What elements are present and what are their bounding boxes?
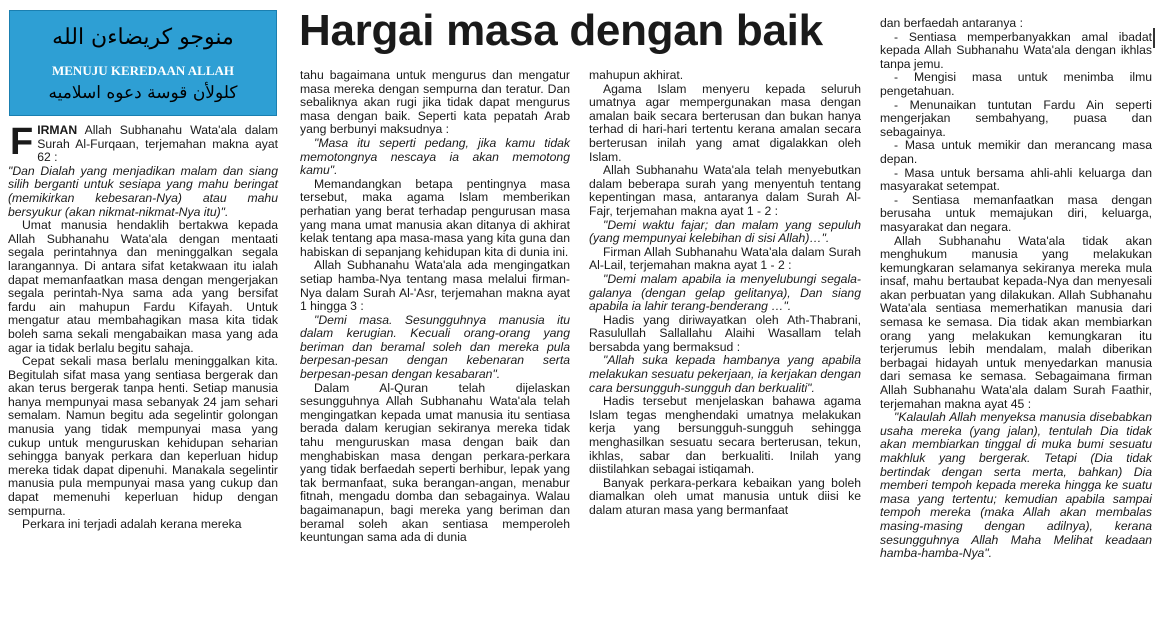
body-paragraph: Banyak perkara-perkara kebaikan yang boleh diamalkan oleh umat manusia untuk diisi ke dalam aturan masa yang bermanfaat — [589, 475, 861, 517]
body-paragraph: Cepat sekali masa berlalu meninggalkan kita. Begitulah sifat masa yang sentiasa bergerak dan akan terus bergerak tanpa henti. Setiap manusia hanya mempunyai masa sebanyak 24 jam sehari semalam. Namun begitu ada segelintir golongan manusia yang tidak mempunyai masa yang cukup untuk menguruskan kehidupan seharian sehingga banyak perkara dan keperluan hidup mereka tidak dapat dipenuhi. Manakala segelintir manusia pula mempunyai masa yang cukup dan dapat memenuhi keperluan hidup dengan sempurna. — [8, 354, 278, 518]
quote-paragraph: "Kalaulah Allah menyeksa manusia disebabkan usaha mereka (yang jalan), tentulah Dia tidak akan membiarkan tinggal di muka bumi sesuatu makhluk yang bergerak. Tetapi (Dia tidak bertindak dengan serta merta, bahkan) Dia memberi tempoh kepada mereka hingga ke suatu masa yang tertentu; kemudian apabila sampai tempoh mereka (maka Allah akan membalas masing-masing dengan adilnya), kerana sesungguhnya Allah Maha Melihat keadaan hamba-hamba-Nya". — [880, 410, 1152, 561]
body-paragraph: Allah Subhanahu Wata'ala telah menyebutkan dalam beberapa surah yang menyentuh tentang kepentingan masa, antaranya dalam Surah Al-Fajr, terjemahan makna ayat 1 - 2 : — [589, 163, 861, 218]
article-headline: Hargai masa dengan baik — [299, 6, 823, 55]
body-paragraph: Dalam Al-Quran telah dijelaskan sesungguhnya Allah Subhanahu Wata'ala telah mengingatkan kepada umat manusia itu sentiasa berada dalam kerugian sekiranya mereka tidak tahu menguruskan masa dengan baik dan menghabiskan masa dengan perkara-perkara yang tidak berfaedah seperti berhibur, lepak yang tak bermanfaat, suka berangan-angan, menabur fitnah, mengadu domba dan sebagainya. Walau bagaimanapun, bagi mereka yang beriman dan beramal soleh akan sentiasa memperoleh keuntungan sama ada di dunia — [300, 380, 570, 545]
body-paragraph: Perkara ini terjadi adalah kerana mereka — [22, 517, 242, 532]
column-banner — [9, 10, 277, 116]
body-paragraph: Allah Subhanahu Wata'ala ada mengingatkan setiap hamba-Nya tentang masa melalui firman-Nya dalam Surah Al-'Asr, terjemahan makna ayat 1 hingga 3 : — [300, 258, 570, 314]
article-column-4 — [880, 17, 1152, 561]
body-paragraph: Allah Subhanahu Wata'ala tidak akan menghukum manusia yang melakukan kemungkaran selamanya sekiranya mereka mula insaf, mahu bertaubat kepada-Nya dan menyesali akan perbuatan yang dilakukan. Allah Subhanahu Wata'ala sentiasa memerhatikan manusia dari semasa ke semasa. Dia tidak akan membiarkan orang yang melakukan kemungkaran itu terjerumus lebih mendalam, malah diberikan berbagai hidayah untuk menyedarkan manusia dari semasa ke semasa. Sebagaimana firman Allah Subhanahu Wata'ala dalam Surah Faathir, terjemahan makna ayat 45 : — [880, 233, 1152, 411]
lead-word: IRMAN — [37, 123, 78, 137]
list-item: - Sentiasa memanfaatkan masa dengan berusaha untuk memajukan diri, keluarga, masyarakat dan negara. — [880, 192, 1152, 234]
list-item: - Masa untuk memikir dan merancang masa depan. — [880, 138, 1152, 166]
article-column-3 — [589, 69, 861, 518]
banner-arabic-subtitle: كلولأن قوسة دعوه اسلاميه — [48, 83, 238, 103]
banner-arabic-title: منوجو كريضاءن الله — [52, 25, 234, 50]
body-paragraph: Hadis tersebut menjelaskan bahawa agama Islam tegas menghendaki umatnya melakukan kerja yang bersungguh-sungguh sehingga menghasilkan sesuatu secara berterusan, tekun, ikhlas, sabar dan berkualiti. Inilah yang diistilahkan sebagai istiqamah. — [589, 394, 861, 477]
drop-cap: F — [10, 121, 34, 163]
body-paragraph: Hadis yang diriwayatkan oleh Ath-Thabrani, Rasulullah Sallallahu Alaihi Wasallam telah bersabda yang bermaksud : — [589, 312, 861, 354]
quote-paragraph: "Masa itu seperti pedang, jika kamu tidak memotongnya nescaya ia akan memotong kamu". — [300, 135, 570, 178]
quote-paragraph: "Demi masa. Sesungguhnya manusia itu dalam kerugian. Kecuali orang-orang yang beriman dan beramal soleh dan mereka pula berpesan-pesan dengan kebenaran serta berpesan-pesan dengan kesabaran". — [300, 312, 570, 382]
body-paragraph: mahupun akhirat. — [589, 68, 684, 82]
body-paragraph: Agama Islam menyeru kepada seluruh umatnya agar mempergunakan masa dengan amalan baik secara berterusan dan bukan hanya terhad di hari-hari tertentu kerana amalan secara berterusan inilah yang amat digalakkan oleh Islam. — [589, 81, 861, 164]
text-cursor-marker — [1153, 28, 1155, 48]
body-paragraph: Memandangkan betapa pentingnya masa tersebut, maka agama Islam memberikan perhatian yang berat terhadap pengurusan masa yang mana umat manusia akan ditanya di akhirat kelak tentang apa masa-masa yang kita guna dan habiskan di sepanjang kehidupan kita di dunia ini. — [300, 176, 570, 259]
body-paragraph: Firman Allah Subhanahu Wata'ala dalam Surah Al-Lail, terjemahan makna ayat 1 - 2 : — [589, 244, 861, 273]
quote-paragraph: "Allah suka kepada hambanya yang apabila melakukan sesuatu pekerjaan, ia kerjakan dengan cara bersungguh-sungguh dan berkualiti". — [589, 353, 861, 395]
banner-english-title: MENUJU KEREDAAN ALLAH — [51, 63, 234, 78]
quote-paragraph: "Demi malam apabila ia menyelubungi segala-galanya (dengan gelap gelitanya), Dan siang apabila ia lahir terang-benderang …". — [589, 271, 861, 314]
lead-text: Allah Subhanahu Wata'ala dalam Surah Al-Furqaan, terjemahan makna ayat 62 : — [37, 123, 278, 165]
list-item: - Mengisi masa untuk menimba ilmu pengetahuan. — [880, 70, 1152, 98]
body-paragraph: dan berfaedah antaranya : — [880, 16, 1023, 30]
body-paragraph: Umat manusia hendaklih bertakwa kepada Allah Subhanahu Wata'ala dengan mentaati segala perintahnya dan meninggalkan segala larangannya. Di antara sifat ketakwaan itu ialah dapat memanfaatkan masa dengan mengerjakan segala perintah-Nya sama ada yang bersifat fardu ain mahupun Fardu Kifayah. Untuk mengatur atau membahagikan masa kita tidak boleh sama sekali mengabaikan masa yang ada agar ia tidak berlalu begitu sahaja. — [8, 218, 278, 355]
quote-paragraph: "Demi waktu fajar; dan malam yang sepuluh (yang mempunyai kelebihan di sisi Allah)…". — [589, 217, 861, 246]
list-item: - Sentiasa memperbanyakkan amal ibadat kepada Allah Subhanahu Wata'ala dengan ikhlas tanpa jemu. — [880, 29, 1152, 71]
body-paragraph: tahu bagaimana untuk mengurus dan mengatur masa mereka dengan sempurna dan teratur. Dan sebaliknya akan rugi jika tidak dapat mengurus masa dengan baik. Seperti kata pepatah Arab yang berbunyi maksudnya : — [300, 68, 570, 137]
article-column-1 — [8, 121, 278, 532]
article-column-2 — [300, 69, 570, 545]
list-item: - Menunaikan tuntutan Fardu Ain seperti mengerjakan sembahyang, puasa dan sebagainya. — [880, 97, 1152, 139]
lead-paragraph — [8, 121, 278, 165]
quote-paragraph: "Dan Dialah yang menjadikan malam dan siang silih berganti untuk sesiapa yang mahu beringat (memikirkan kebesaran-Nya) atau mahu bersyukur (akan nikmat-nikmat-Nya itu)". — [8, 163, 278, 219]
list-item: - Masa untuk bersama ahli-ahli keluarga dan masyarakat setempat. — [880, 165, 1152, 194]
